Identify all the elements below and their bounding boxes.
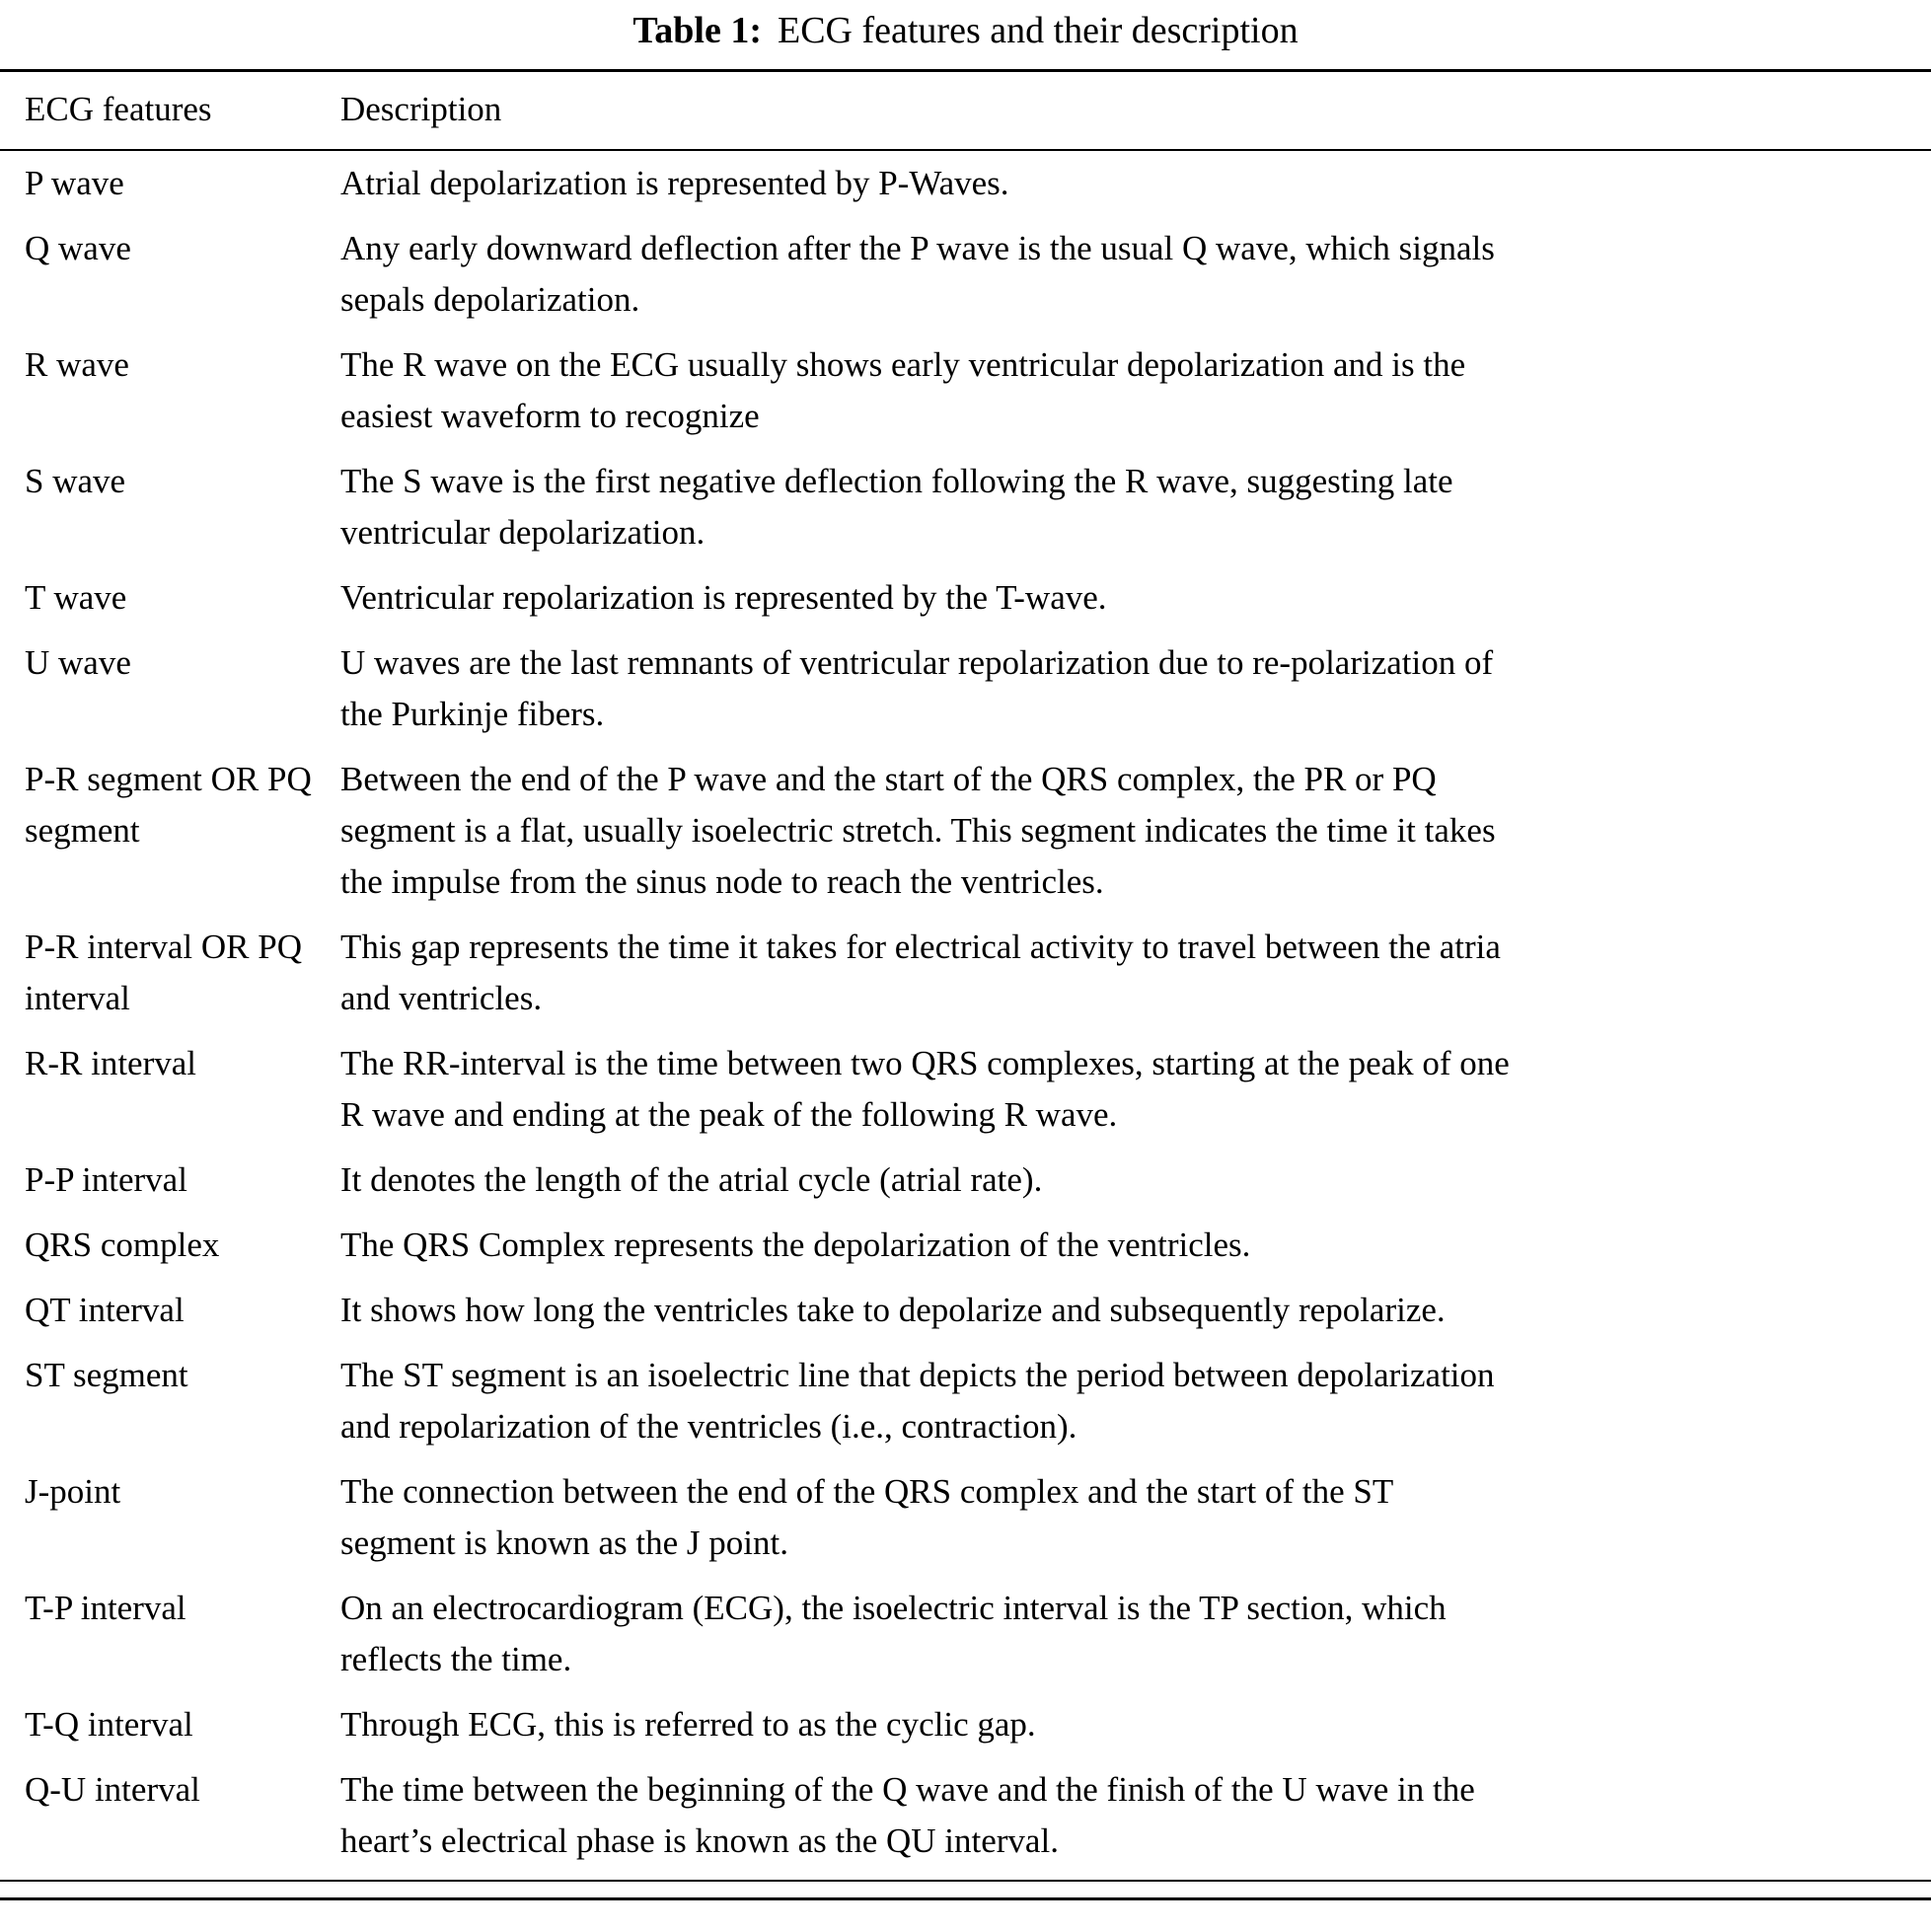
table-row xyxy=(0,1692,1931,1757)
description-cell: The ST segment is an isoelectric line that depicts the period between depolarization and repolarization of the ventricles (i.e., contraction). xyxy=(340,1356,1495,1446)
feature-cell: P-R segment OR PQ segment xyxy=(25,760,312,850)
table-row xyxy=(0,1757,1931,1874)
feature-cell: R-R interval xyxy=(25,1044,196,1082)
description-cell: U waves are the last remnants of ventricular repolarization due to re-polarization of the Purkinje fibers. xyxy=(340,643,1494,733)
description-cell: The QRS Complex represents the depolarization of the ventricles. xyxy=(340,1226,1251,1264)
description-cell: Between the end of the P wave and the start of the QRS complex, the PR or PQ segment is a flat, usually isoelectric stretch. This segment indicates the time it takes the impulse from the sinus node to reach the ventricles. xyxy=(340,760,1496,901)
table-header-row xyxy=(0,72,1931,149)
description-cell: The connection between the end of the QRS complex and the start of the ST segment is known as the J point. xyxy=(340,1472,1393,1562)
bottom-rule-lower xyxy=(0,1897,1931,1900)
feature-cell: S wave xyxy=(25,462,126,500)
table-row xyxy=(0,151,1931,216)
table-row xyxy=(0,1031,1931,1148)
feature-cell: QRS complex xyxy=(25,1226,220,1264)
feature-cell: Q wave xyxy=(25,229,131,267)
description-cell: It denotes the length of the atrial cycle (atrial rate). xyxy=(340,1160,1043,1199)
bottom-rule-upper xyxy=(0,1880,1931,1882)
header-ecg-features: ECG features xyxy=(25,90,212,128)
feature-cell: ST segment xyxy=(25,1356,188,1394)
feature-cell: U wave xyxy=(25,643,131,682)
feature-cell: R wave xyxy=(25,345,129,384)
table-caption xyxy=(0,0,1931,53)
table-row xyxy=(0,565,1931,631)
table-row xyxy=(0,1343,1931,1459)
description-cell: The R wave on the ECG usually shows early ventricular depolarization and is the easiest waveform to recognize xyxy=(340,345,1466,435)
table-row xyxy=(0,333,1931,449)
table-body xyxy=(0,151,1931,1874)
description-cell: Any early downward deflection after the P wave is the usual Q wave, which signals sepals depolarization. xyxy=(340,229,1495,319)
feature-cell: P-P interval xyxy=(25,1160,187,1199)
description-cell: Ventricular repolarization is represented by the T-wave. xyxy=(340,578,1107,617)
description-cell: The time between the beginning of the Q wave and the finish of the U wave in the heart’s electrical phase is known as the QU interval. xyxy=(340,1770,1475,1860)
description-cell: On an electrocardiogram (ECG), the isoelectric interval is the TP section, which reflects the time. xyxy=(340,1589,1447,1678)
table-row xyxy=(0,915,1931,1031)
table-row xyxy=(0,1576,1931,1692)
table-row xyxy=(0,1278,1931,1343)
table-row xyxy=(0,631,1931,747)
table-row xyxy=(0,1213,1931,1278)
description-cell: It shows how long the ventricles take to depolarize and subsequently repolarize. xyxy=(340,1291,1446,1329)
table-row xyxy=(0,1459,1931,1576)
table-caption-text: ECG features and their description xyxy=(777,10,1299,51)
table-row xyxy=(0,747,1931,915)
feature-cell: P-R interval OR PQ interval xyxy=(25,928,302,1017)
feature-cell: T-P interval xyxy=(25,1589,186,1627)
feature-cell: J-point xyxy=(25,1472,121,1511)
table-caption-label: Table 1: xyxy=(632,10,762,51)
description-cell: The RR-interval is the time between two QRS complexes, starting at the peak of one R wave and ending at the peak of the following R wave. xyxy=(340,1044,1510,1134)
description-cell: Through ECG, this is referred to as the cyclic gap. xyxy=(340,1705,1036,1744)
description-cell: This gap represents the time it takes for electrical activity to travel between the atria and ventricles. xyxy=(340,928,1501,1017)
bottom-rules xyxy=(0,1880,1931,1900)
feature-cell: T wave xyxy=(25,578,127,617)
feature-cell: T-Q interval xyxy=(25,1705,193,1744)
table-row xyxy=(0,1148,1931,1213)
table-row xyxy=(0,449,1931,565)
table-row xyxy=(0,216,1931,333)
header-description: Description xyxy=(340,90,502,128)
description-cell: The S wave is the first negative deflection following the R wave, suggesting late ventricular depolarization. xyxy=(340,462,1453,552)
description-cell: Atrial depolarization is represented by P-Waves. xyxy=(340,164,1009,202)
feature-cell: QT interval xyxy=(25,1291,185,1329)
feature-cell: P wave xyxy=(25,164,124,202)
feature-cell: Q-U interval xyxy=(25,1770,200,1809)
